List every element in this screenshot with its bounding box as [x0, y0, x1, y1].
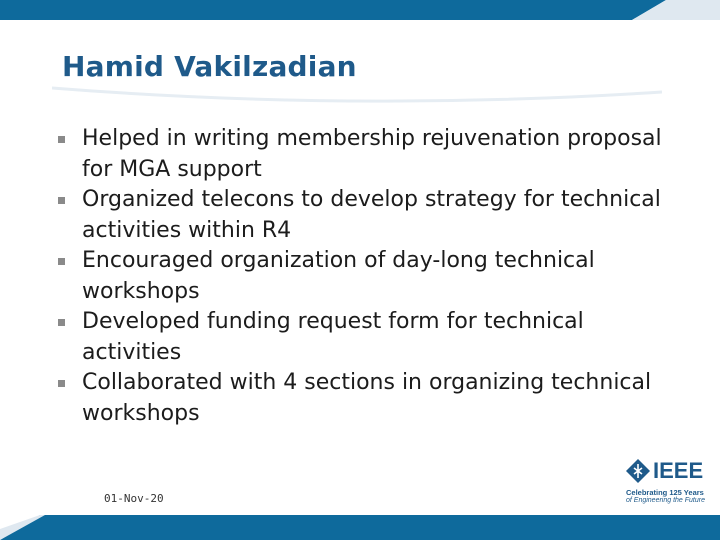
bullet-item: [56, 368, 676, 429]
ieee-logo: [626, 458, 710, 508]
top-header-band: [0, 0, 720, 20]
bullet-list: [56, 124, 676, 429]
logo-wordmark: IEEE: [653, 458, 704, 483]
slide-title: Hamid Vakilzadian: [62, 50, 357, 83]
logo-row: [626, 458, 710, 484]
logo-tagline-sub: of Engineering the Future: [626, 497, 705, 504]
bullet-square-icon: [58, 258, 65, 265]
bullet-item: [56, 124, 676, 185]
bullet-square-icon: [58, 319, 65, 326]
ieee-diamond-icon: [626, 459, 650, 483]
bullet-item: [56, 307, 676, 368]
footer-date: 01-Nov-20: [104, 492, 164, 505]
bullet-text: Collaborated with 4 sections in organizing technical workshops: [82, 370, 652, 426]
logo-tagline: Celebrating 125 Years: [626, 488, 704, 497]
bullet-item: [56, 246, 676, 307]
bullet-text: Encouraged organization of day-long technical workshops: [82, 248, 595, 304]
bullet-square-icon: [58, 136, 65, 143]
bullet-text: Developed funding request form for technical activities: [82, 309, 584, 365]
bullet-square-icon: [58, 380, 65, 387]
bullet-square-icon: [58, 197, 65, 204]
title-underline-swoosh: [52, 86, 662, 110]
bullet-text: Organized telecons to develop strategy for technical activities within R4: [82, 187, 661, 243]
bottom-footer-band: [0, 515, 720, 540]
bullet-text: Helped in writing membership rejuvenation proposal for MGA support: [82, 126, 662, 182]
bullet-item: [56, 185, 676, 246]
